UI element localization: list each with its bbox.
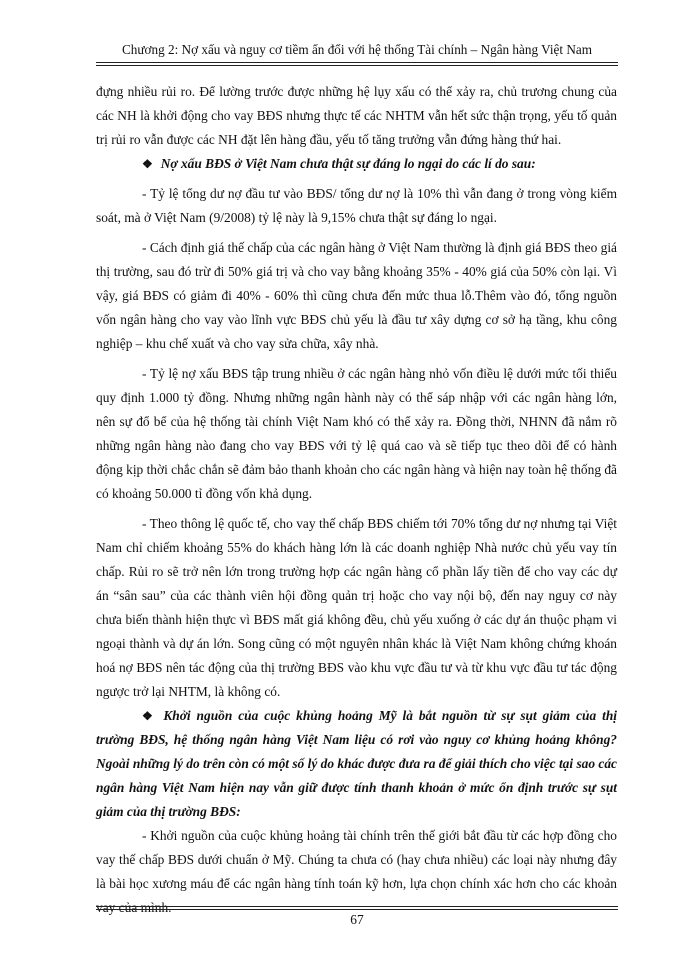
paragraph-2: - Cách định giá thế chấp của các ngân hàng ở Việt Nam thường là định giá BĐS theo giá thị trường, sau đó trừ đi 50% giá trị và cho vay bằng khoảng 35% - 40% giá của 50% còn lại. Vì vậy, giá BĐS có giảm đi 40% - 60% thì cũng chưa đến mức thua lỗ.Thêm vào đó, tổng nguồn vốn ngân hàng cho vay vào lĩnh vực BĐS chủ yếu là đầu tư xây dựng cơ sở hạ tầng, khu công nghiệp – khu chế xuất và cho vay sửa chữa, xây nhà.: [96, 240, 617, 351]
section-heading-1: [96, 152, 617, 176]
diamond-bullet-icon: ❖: [142, 709, 156, 723]
section-heading-2: [96, 704, 617, 824]
footer-rule-upper: [96, 906, 618, 907]
diamond-bullet-icon: ❖: [142, 157, 153, 171]
running-header: Chương 2: Nợ xấu và nguy cơ tiềm ẩn đối với hệ thống Tài chính – Ngân hàng Việt Nam: [122, 42, 592, 57]
header-rule-upper: [96, 62, 618, 63]
paragraph-4: - Theo thông lệ quốc tế, cho vay thế chấp BĐS chiếm tới 70% tổng dư nợ nhưng tại Việt Nam chỉ chiếm khoảng 55% do khách hàng lớn là các doanh nghiệp Nhà nước chủ yếu vay tín chấp. Rủi ro sẽ trở nên lớn trong trường hợp các ngân hàng cổ phần lấy tiền để cho vay các dự án “sân sau” của các thành viên hội đồng quản trị hoặc cho vay nội bộ, đến nay nguy cơ này chưa biến thành hiện thực vì BĐS mất giá không đều, chủ yếu xuống ở các dự án thuộc phạm vi ngoại thành và dự án lớn. Song cũng có một nguyên nhân khác là Việt Nam không chứng khoán hoá nợ BĐS nên tác động của thị trường BĐS vào khu vực đầu tư và từ khu vực đầu tư tác động ngược trở lại NHTM, là không có.: [96, 516, 617, 699]
paragraph-3: - Tỷ lệ nợ xấu BĐS tập trung nhiều ở các ngân hàng nhỏ vốn điều lệ dưới mức tối thiểu quy định 1.000 tỷ đồng. Nhưng những ngân hành này có thể sáp nhập với các ngân hàng lớn, nên sự đổ bể của hệ thống tài chính Việt Nam khó có thể xảy ra. Đồng thời, NHNN đã nắm rõ những ngân hàng nào đang cho vay BĐS với tỷ lệ quá cao và sẽ tiếp tục theo dõi để có hành động kịp thời chắc chắn sẽ đảm bảo thanh khoản cho các ngân hàng và hiện nay toàn hệ thống đã có khoảng 50.000 tỉ đồng vốn khả dụng.: [96, 366, 617, 501]
section-heading-1-text: Nợ xấu BĐS ở Việt Nam chưa thật sự đáng lo ngại do các lí do sau:: [160, 156, 536, 171]
header-rule-lower: [96, 65, 618, 66]
footer-rule-lower: [96, 909, 618, 910]
paragraph-1: - Tỷ lệ tổng dư nợ đầu tư vào BĐS/ tổng dư nợ là 10% thì vẫn đang ở trong vòng kiểm soát, mà ở Việt Nam (9/2008) tỷ lệ này là 9,15% chưa thật sự đáng lo ngại.: [96, 186, 617, 225]
paragraph-5: - Khởi nguồn của cuộc khủng hoảng tài chính trên thế giới bắt đầu từ các hợp đồng cho vay thế chấp BĐS dưới chuẩn ở Mỹ. Chúng ta chưa có (hay chưa nhiều) các loại này nhưng đây là bài học xương máu để các ngân hàng tính toán kỹ hơn, lựa chọn chính xác hơn cho các khoản vay của mình.: [96, 828, 617, 915]
section-heading-2-text: Khởi nguồn của cuộc khủng hoảng Mỹ là bắt nguồn từ sự sụt giảm của thị trường BĐS, hệ thống ngân hàng Việt Nam liệu có rơi vào nguy cơ khủng hoảng không? Ngoài những lý do trên còn có một số lý do khác được đưa ra để giải thích cho việc tại sao các ngân hàng Việt Nam hiện nay vẫn giữ được tính thanh khoản ở mức ổn định trước sự sụt giảm của thị trường BĐS:: [96, 708, 617, 819]
page-number: 67: [350, 912, 364, 927]
paragraph-intro: đựng nhiều rủi ro. Để lường trước được những hệ lụy xấu có thể xảy ra, chủ trương chung của các NH là khởi động cho vay BĐS nhưng thực tế các NHTM vẫn hết sức thận trọng, yếu tố quản trị rủi ro vẫn được các NH đặt lên hàng đầu, yếu tố tăng trưởng vẫn đứng hàng thứ hai.: [96, 84, 617, 147]
page-body: [96, 80, 617, 920]
